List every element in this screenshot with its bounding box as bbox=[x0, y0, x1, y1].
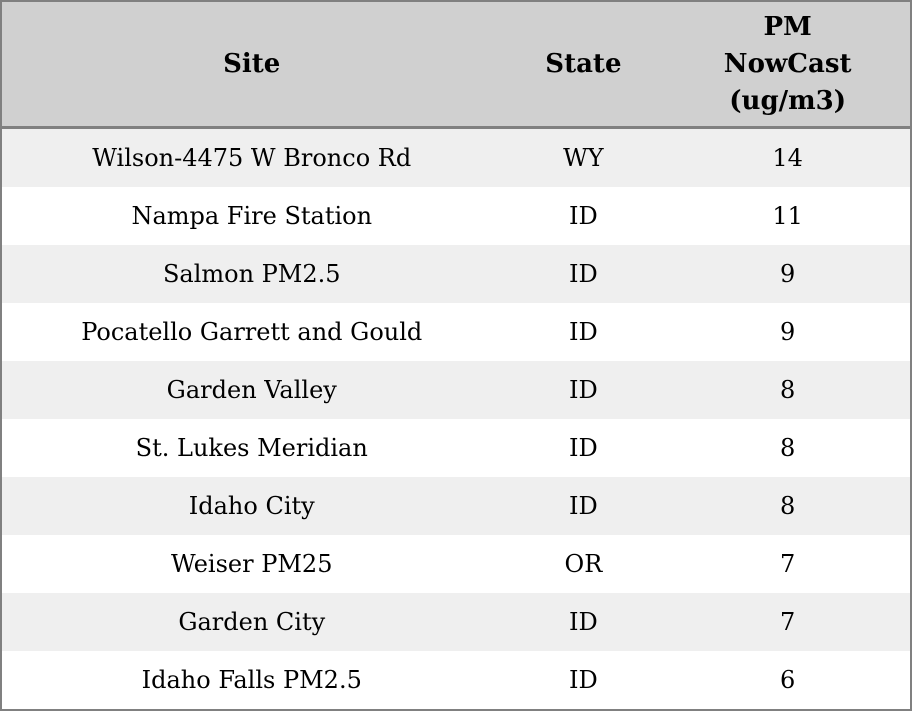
pm-value-cell: 6 bbox=[780, 666, 796, 694]
site-cell: Weiser PM25 bbox=[171, 550, 333, 578]
table-row bbox=[1, 128, 911, 188]
col-header-state: State bbox=[502, 1, 666, 128]
col-header-pm-nowcast bbox=[665, 1, 911, 128]
col-header-site: Site bbox=[1, 1, 502, 128]
site-cell: Idaho City bbox=[188, 492, 315, 520]
table-row bbox=[1, 477, 911, 535]
table-header bbox=[1, 1, 911, 128]
pm-value-cell: 8 bbox=[780, 492, 796, 520]
site-cell: Nampa Fire Station bbox=[131, 202, 373, 230]
table-row bbox=[1, 593, 911, 651]
state-cell: ID bbox=[569, 608, 598, 636]
pm-header-line-1: PM bbox=[763, 11, 812, 42]
table-row bbox=[1, 303, 911, 361]
table-row bbox=[1, 361, 911, 419]
state-cell: ID bbox=[569, 434, 598, 462]
state-cell: ID bbox=[569, 376, 598, 404]
state-cell: ID bbox=[569, 318, 598, 346]
pm-value-cell: 9 bbox=[780, 260, 796, 288]
site-cell: Salmon PM2.5 bbox=[162, 260, 341, 288]
state-cell: WY bbox=[563, 144, 604, 172]
pm-header-line-2: NowCast bbox=[723, 48, 852, 79]
state-cell: ID bbox=[569, 666, 598, 694]
pm-value-cell: 8 bbox=[780, 434, 796, 462]
pm-value-cell: 7 bbox=[780, 608, 796, 636]
pm-value-cell: 11 bbox=[772, 202, 803, 230]
pm-value-cell: 7 bbox=[780, 550, 796, 578]
pm-header-line-3: (ug/m3) bbox=[729, 85, 847, 116]
table-row bbox=[1, 535, 911, 593]
table-row bbox=[1, 245, 911, 303]
pm-value-cell: 9 bbox=[780, 318, 796, 346]
state-cell: ID bbox=[569, 260, 598, 288]
state-cell: ID bbox=[569, 202, 598, 230]
pm-value-cell: 14 bbox=[772, 144, 803, 172]
pm-value-cell: 8 bbox=[780, 376, 796, 404]
table-body bbox=[1, 128, 911, 711]
site-cell: St. Lukes Meridian bbox=[135, 434, 368, 462]
state-cell: OR bbox=[564, 550, 603, 578]
site-cell: Garden Valley bbox=[166, 376, 337, 404]
site-cell: Wilson-4475 W Bronco Rd bbox=[92, 144, 412, 172]
header-row bbox=[1, 1, 911, 128]
state-cell: ID bbox=[569, 492, 598, 520]
site-cell: Pocatello Garrett and Gould bbox=[81, 318, 423, 346]
table-row bbox=[1, 187, 911, 245]
site-cell: Garden City bbox=[178, 608, 326, 636]
site-cell: Idaho Falls PM2.5 bbox=[141, 666, 362, 694]
table-row bbox=[1, 651, 911, 710]
table-row bbox=[1, 419, 911, 477]
